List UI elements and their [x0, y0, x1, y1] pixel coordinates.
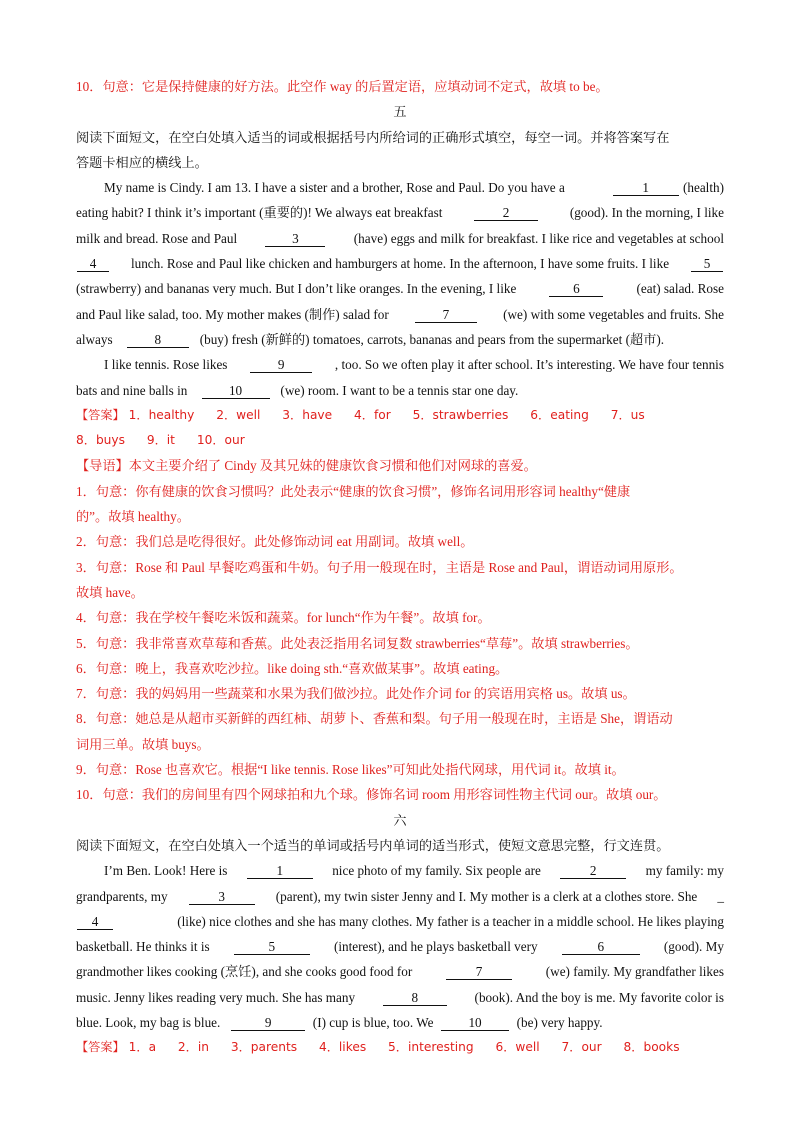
answer-item: 8．buys — [76, 433, 125, 448]
passage-line: I like tennis. Rose likes 9 , too. So we often play it after school. It’s interesting. We have four tennis — [104, 357, 724, 373]
answer-item: 3．parents — [230, 1040, 298, 1055]
section-6-heading: 六 — [393, 812, 407, 828]
section-5-heading: 五 — [393, 104, 407, 120]
blank-5[interactable]: 5 — [691, 256, 723, 272]
passage-line: bats and nine balls in 10 (we) room. I want to be a tennis star one day. — [76, 382, 519, 398]
passage-line: eating habit? I think it’s important (重要的)! We always eat breakfast 2 (good). In the morning, I like — [76, 205, 724, 221]
answer-row — [76, 403, 724, 428]
explanation-line: 6．句意：晚上，我喜欢吃沙拉。like doing sth.“喜欢做某事”。故填 eating。 — [76, 660, 509, 676]
blank-8[interactable]: 8 — [127, 332, 189, 348]
blank-2[interactable]: 2 — [474, 205, 538, 221]
answer-item: 4．likes — [318, 1040, 367, 1055]
answer-item: 4．for — [354, 407, 391, 422]
passage-line: grandmother likes cooking (烹饪), and she cooks good food for 7 (we) family. My grandfather likes — [76, 964, 724, 980]
answer-item: 5．interesting — [388, 1040, 474, 1055]
s6-blank-1[interactable]: 1 — [247, 863, 313, 879]
passage-line: I’m Ben. Look! Here is 1 nice photo of my family. Six people are 2 my family: my — [104, 863, 724, 879]
passage-line: milk and bread. Rose and Paul 3 (have) eggs and milk for breakfast. I like rice and vegetables at school — [76, 230, 724, 246]
answer-item: 10．our — [196, 433, 245, 448]
explanation-line: 1．句意：你有健康的饮食习惯吗？此处表示“健康的饮食习惯”，修饰名词用形容词 healthy“健康 — [76, 483, 631, 499]
explanation-line: 故填 have。 — [76, 584, 144, 600]
s6-blank-9[interactable]: 9 — [231, 1015, 305, 1031]
answer-label: 【答案】 — [76, 407, 125, 422]
blank-4[interactable]: 4 — [77, 256, 109, 272]
answer-item: 7．our — [561, 1040, 602, 1055]
section-5-instruction-cont: 答题卡相应的横线上。 — [76, 154, 208, 170]
answer-item: 6．eating — [530, 407, 589, 422]
s6-blank-6[interactable]: 6 — [562, 939, 640, 955]
s6-blank-8[interactable]: 8 — [383, 990, 447, 1006]
answer-item: 9．it — [146, 433, 175, 448]
document-page — [76, 74, 724, 1061]
s6-blank-7[interactable]: 7 — [446, 964, 512, 980]
top-note: 10．句意：它是保持健康的好方法。此空作 way 的后置定语，应填动词不定式，故填 to be。 — [76, 79, 609, 94]
answer-row — [76, 1035, 724, 1060]
answer-item: 5．strawberries — [412, 407, 509, 422]
answer-item: 7．us — [610, 407, 645, 422]
explanation-line: 7．句意：我的妈妈用一些蔬菜和水果为我们做沙拉。此处作介词 for 的宾语用宾格 us。故填 us。 — [76, 686, 636, 702]
answer-item: 1．healthy — [128, 407, 195, 422]
blank-9[interactable]: 9 — [250, 357, 312, 373]
explanation-line: 词用三单。故填 buys。 — [76, 736, 210, 752]
section-6-instruction: 阅读下面短文，在空白处填入一个适当的单词或括号内单词的适当形式，使短文意思完整，行文连贯。 — [76, 837, 670, 853]
answer-item: 3．have — [282, 407, 333, 422]
explanation-line: 10．句意：我们的房间里有四个网球拍和九个球。修饰名词 room 用形容词性物主代词 our。故填 our。 — [76, 787, 667, 803]
blank-1[interactable]: 1 — [613, 180, 679, 196]
s6-blank-3[interactable]: 3 — [189, 889, 255, 905]
passage-line: blue. Look, my bag is blue. 9 (I) cup is blue, too. We 10 (be) very happy. — [76, 1014, 603, 1030]
answer-item: 2．in — [177, 1040, 209, 1055]
blank-6[interactable]: 6 — [549, 281, 603, 297]
explanation-line: 2．句意：我们总是吃得很好。此处修饰动词 eat 用副词。故填 well。 — [76, 534, 474, 550]
answer-item: 6．well — [495, 1040, 540, 1055]
answer-label: 【答案】 — [76, 1040, 125, 1055]
passage-line: basketball. He thinks it is 5 (interest), and he plays basketball very 6 (good). My — [76, 939, 724, 955]
explanation-line: 4．句意：我在学校午餐吃米饭和蔬菜。for lunch“作为午餐”。故填 for。 — [76, 610, 491, 626]
passage-line: My name is Cindy. I am 13. I have a sister and a brother, Rose and Paul. Do you have a 1 (health) — [104, 180, 724, 196]
explanation-line: 的”。故填 healthy。 — [76, 509, 190, 525]
answer-item: 8．books — [623, 1040, 680, 1055]
explanation-line: 5．句意：我非常喜欢草莓和香蕉。此处表泛指用名词复数 strawberries“草莓”。故填 strawberries。 — [76, 635, 639, 651]
section-5-instruction: 阅读下面短文，在空白处填入适当的词或根据括号内所给词的正确形式填空，每空一词。并将答案写在 — [76, 129, 670, 145]
passage-line: always 8 (buy) fresh (新鲜的) tomatoes, carrots, bananas and pears from the supermarket (超市). — [76, 331, 665, 347]
answer-item: 2．well — [216, 407, 261, 422]
passage-line: and Paul like salad, too. My mother makes (制作) salad for 7 (we) with some vegetables and fruits. She — [76, 306, 724, 322]
passage-line: 4 (like) nice clothes and she has many clothes. My father is a teacher in a middle school. He likes playing — [76, 909, 724, 934]
explanation-line: 3．句意：Rose 和 Paul 早餐吃鸡蛋和牛奶。句子用一般现在时，主语是 Rose and Paul，谓语动词用原形。 — [76, 559, 683, 575]
s6-blank-5[interactable]: 5 — [234, 939, 310, 955]
passage-line: grandparents, my 3 (parent), my twin sister Jenny and I. My mother is a clerk at a clothes store. She _ — [76, 888, 724, 904]
blank-3[interactable]: 3 — [265, 231, 325, 247]
answer-item: 1．a — [128, 1040, 157, 1055]
passage-line: 4 lunch. Rose and Paul like chicken and hamburgers at home. In the afternoon, I have some fruits. I like 5 — [76, 251, 724, 276]
blank-7[interactable]: 7 — [415, 307, 477, 323]
explanation-line: 8．句意：她总是从超市买新鲜的西红柿、胡萝卜、香蕉和梨。句子用一般现在时，主语是 She，谓语动 — [76, 711, 673, 727]
explanation-line: 9．句意：Rose 也喜欢它。根据“I like tennis. Rose likes”可知此处指代网球，用代词 it。故填 it。 — [76, 762, 625, 778]
s6-blank-2[interactable]: 2 — [560, 863, 626, 879]
answer-row — [76, 428, 724, 453]
guide-text: 【导语】本文主要介绍了 Cindy 及其兄妹的健康饮食习惯和他们对网球的喜爱。 — [76, 458, 537, 474]
passage-line: (strawberry) and bananas very much. But I don’t like oranges. In the evening, I like 6 (eat) salad. Rose — [76, 281, 724, 297]
s6-blank-10[interactable]: 10 — [441, 1015, 509, 1031]
passage-line: music. Jenny likes reading very much. She has many 8 (book). And the boy is me. My favorite color is — [76, 989, 724, 1005]
s6-blank-4[interactable]: 4 — [77, 914, 113, 930]
blank-10[interactable]: 10 — [202, 383, 270, 399]
